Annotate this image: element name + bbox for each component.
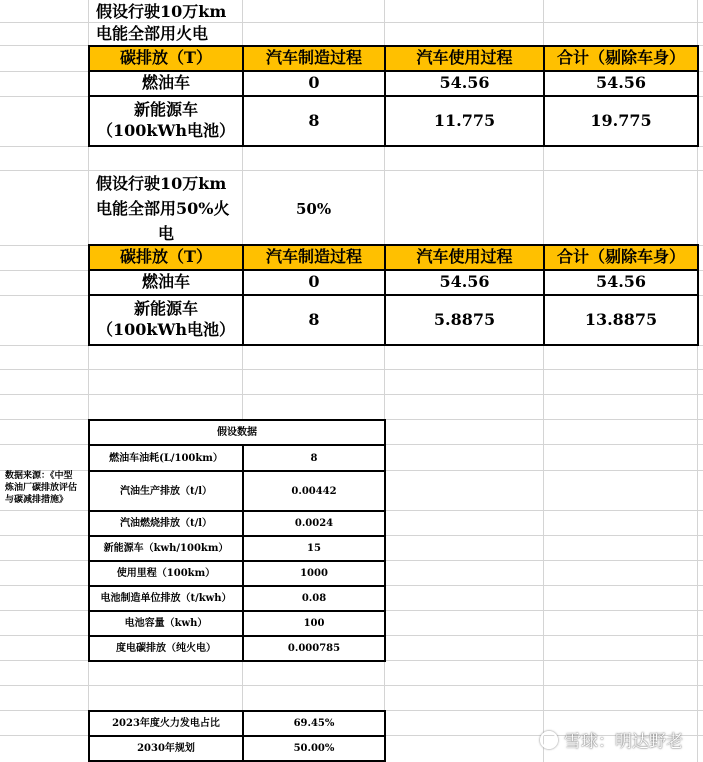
table-cell[interactable]: 54.56 [543,70,699,97]
scenario1-title-line1[interactable]: 假设行驶10万km [96,2,227,21]
assumption-value[interactable]: 0.0024 [242,510,386,537]
table-cell[interactable]: 54.56 [384,269,545,296]
row-label-line: 新能源车 [133,100,198,120]
row-label-line: 新能源车 [133,299,198,319]
assumption-value[interactable]: 0.08 [242,585,386,612]
gridline [0,394,703,395]
row-label-line: （100kWh电池） [96,320,236,339]
row-label-line: （100kWh电池） [96,121,236,140]
assumption-value[interactable]: 0.000785 [242,635,386,662]
table-row-label-cell[interactable]: 燃油车 [88,70,244,97]
table-header-cell[interactable]: 合计（剔除车身） [543,45,699,72]
source-note[interactable] [5,470,77,506]
assumption-label[interactable]: 燃油车油耗(L/100km） [88,444,244,472]
snowball-logo-icon [540,731,558,749]
source-note-line: 与碳减排措施》 [5,495,69,506]
table-cell[interactable]: 0 [242,70,386,97]
table-cell[interactable]: 0 [242,269,386,296]
assumption-value[interactable]: 8 [242,444,386,472]
scenario2-title-line3[interactable]: 电 [158,224,175,243]
table-cell[interactable]: 11.775 [384,95,545,147]
table-cell[interactable]: 13.8875 [543,294,699,346]
table-header-cell[interactable]: 汽车使用过程 [384,244,545,271]
scenario2-title-line1[interactable]: 假设行驶10万km [96,174,227,193]
table-cell[interactable]: 54.56 [384,70,545,97]
table-row-label-cell[interactable] [88,95,244,147]
watermark [540,727,683,752]
table-cell[interactable]: 19.775 [543,95,699,147]
assumption-label[interactable]: 度电碳排放（纯火电） [88,635,244,662]
gridline [0,170,703,171]
assumption-value[interactable]: 1000 [242,560,386,587]
assumption-label[interactable]: 新能源车（kwh/100km） [88,535,244,562]
power-mix-value[interactable]: 69.45% [242,710,386,737]
source-note-line: 炼油厂碳排放评估 [5,483,78,494]
assumption-label[interactable]: 电池容量（kwh） [88,610,244,637]
table-header-cell[interactable]: 汽车制造过程 [242,45,386,72]
scenario2-title-line2[interactable]: 电能全部用50%火 [96,199,230,218]
table-header-cell[interactable]: 碳排放（T） [88,244,244,271]
power-mix-label[interactable]: 2023年度火力发电占比 [88,710,244,737]
power-mix-label[interactable]: 2030年规划 [88,735,244,762]
assumption-label[interactable]: 使用里程（100km） [88,560,244,587]
table-header-cell[interactable]: 汽车使用过程 [384,45,545,72]
assumption-label[interactable]: 汽油生产排放（t/l） [88,470,244,512]
table-header-cell[interactable]: 碳排放（T） [88,45,244,72]
assumption-label[interactable]: 电池制造单位排放（t/kwh） [88,585,244,612]
table-cell[interactable]: 54.56 [543,269,699,296]
assumption-value[interactable]: 100 [242,610,386,637]
watermark-text: 雪球：明达野老 [564,732,683,752]
source-note-line: 数据来源：《中型 [5,471,73,481]
gridline [0,369,703,370]
gridline [0,685,703,686]
assumption-value[interactable]: 15 [242,535,386,562]
table-cell[interactable]: 5.8875 [384,294,545,346]
table-row-label-cell[interactable] [88,294,244,346]
table-header-cell[interactable]: 汽车制造过程 [242,244,386,271]
assumptions-title[interactable]: 假设数据 [88,419,386,446]
table-row-label-cell[interactable]: 燃油车 [88,269,244,296]
assumption-value[interactable]: 0.00442 [242,470,386,512]
table-cell[interactable]: 8 [242,294,386,346]
scenario2-ratio[interactable]: 50% [296,200,332,218]
table-header-cell[interactable]: 合计（剔除车身） [543,244,699,271]
table-cell[interactable]: 8 [242,95,386,147]
scenario1-title-line2[interactable]: 电能全部用火电 [96,24,209,43]
power-mix-value[interactable]: 50.00% [242,735,386,762]
assumption-label[interactable]: 汽油燃烧排放（t/l） [88,510,244,537]
